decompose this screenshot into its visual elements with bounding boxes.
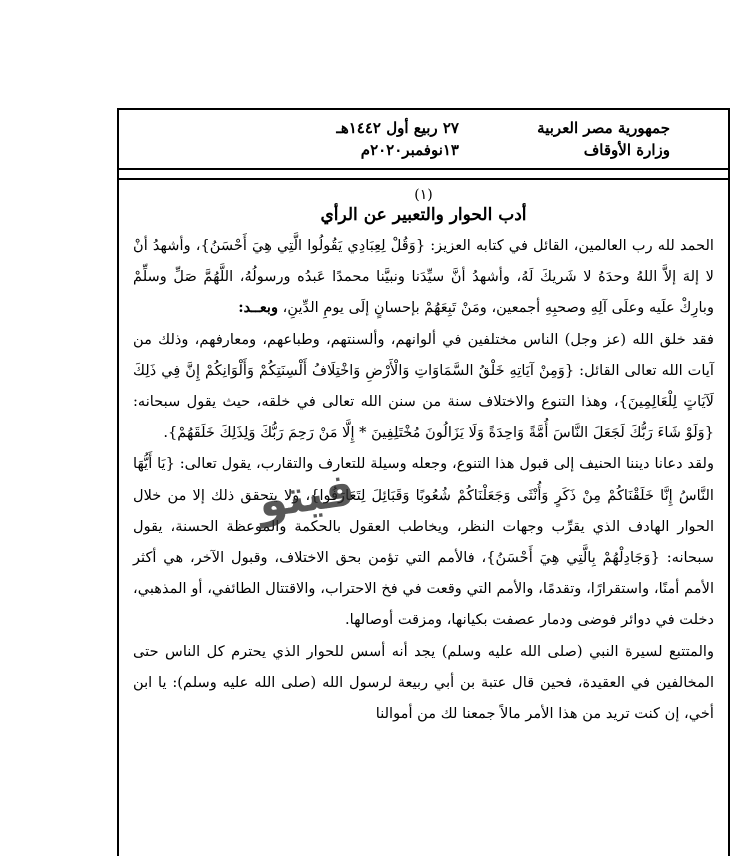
document-page — [117, 108, 730, 856]
sermon-title: أدب الحوار والتعبير عن الرأي — [320, 205, 527, 225]
sermon-body — [119, 178, 728, 858]
paragraph-2: فقد خلق الله (عز وجل) الناس مختلفين في ألوانهم، وألسنتهم، وطباعهم، ومعارفهم، وذلك من آيات الله تعالى القائل: {وَمِنْ آيَاتِهِ خَلْقُ السَّمَاوَاتِ وَالْأَرْضِ وَاخْتِلَافُ أَلْسِنَتِكُمْ وَأَلْوَانِكُمْ إِنَّ فِي ذَلِكَ لَآيَاتٍ لِلْعَالِمِينَ}، وهذا التنوع والاختلاف سنة من سنن الله تعالى في خلقه، حيث يقول سبحانه: {وَلَوْ شَاءَ رَبُّكَ لَجَعَلَ النَّاسَ أُمَّةً وَاحِدَةً وَلَا يَزَالُونَ مُخْتَلِفِينَ * إِلَّا مَنْ رَحِمَ رَبُّكَ وَلِذَلِكَ خَلَقَهُمْ}. — [133, 330, 714, 442]
paragraph-1 — [133, 230, 714, 324]
ministry-block — [470, 117, 670, 161]
date-block — [259, 117, 459, 161]
paragraph-1-text: الحمد لله رب العالمين، القائل في كتابه العزيز: {وَقُلْ لِعِبَادِي يَقُولُوا الَّتِي هِيَ أَحْسَنُ}، وأشهدُ أنْ لا إلهَ إلاَّ اللهُ وحدَهُ لا شَريكَ لَهُ، وأشهدُ أنَّ سيِّدَنا ونبيَّنا محمدًا عَبدُه ورسولُهُ، اللَّهُمَّ صَلِّ وسلِّمْ وبارِكْ علَيه وعلَى آلِهِ وصحبِهِ أجمعين، ومَنْ تَبِعَهُمْ بإحسانٍ إلَى يومِ الدِّينِ، — [133, 237, 714, 317]
ministry-name: وزارة الأوقاف — [583, 141, 670, 159]
country-name: جمهورية مصر العربية — [537, 119, 670, 137]
hijri-date: ٢٧ ربيع أول ١٤٤٢هـ — [336, 119, 459, 137]
paragraph-4: والمتتبع لسيرة النبي (صلى الله عليه وسلم) يجد أنه أسس للحوار الذي يحترم كل الناس حتى المخالفين في العقيدة، فحين قال عتبة بن أبي ربيعة لرسول الله (صلى الله عليه وسلم): يا ابن أخي، إن كنت تريد من هذا الأمر مالاً جمعنا لك من أموالنا — [133, 642, 714, 723]
paragraph-3: ولقد دعانا ديننا الحنيف إلى قبول هذا التنوع، وجعله وسيلة للتعارف والتقارب، يقول تعالى: {يَا أَيُّهَا النَّاسُ إِنَّا خَلَقْنَاكُمْ مِنْ ذَكَرٍ وَأُنْثَى وَجَعَلْنَاكُمْ شُعُوبًا وَقَبَائِلَ لِتَعَارَفُوا}، ولا يتحقق ذلك إلا من خلال الحوار الهادف الذي يقرِّب وجهات النظر، ويخاطب العقول بالحكمة والموعظة الحسنة، يقول سبحانه: {وَجَادِلْهُمْ بِالَّتِي هِيَ أَحْسَنُ}، فالأمم التي تؤمن بحق الاختلاف، وقبول الآخر، هي أكثر الأمم أمنًا، واستقرارًا، وتقدمًا، والأمم التي وقعت في فخ الاحتراب، والاقتتال الطائفي، أو المذهبي، دخلت في دوائر فوضى ودمار عصفت بكيانها، ومزقت أوصالها. — [133, 455, 714, 629]
gregorian-date: ١٣نوفمبر٢٠٢٠م — [360, 141, 459, 159]
watermark-logo: فيتو — [254, 461, 358, 529]
wa-baad-label: وبعــد: — [238, 299, 279, 317]
sermon-number: (١) — [414, 187, 433, 203]
document-header — [119, 110, 728, 170]
